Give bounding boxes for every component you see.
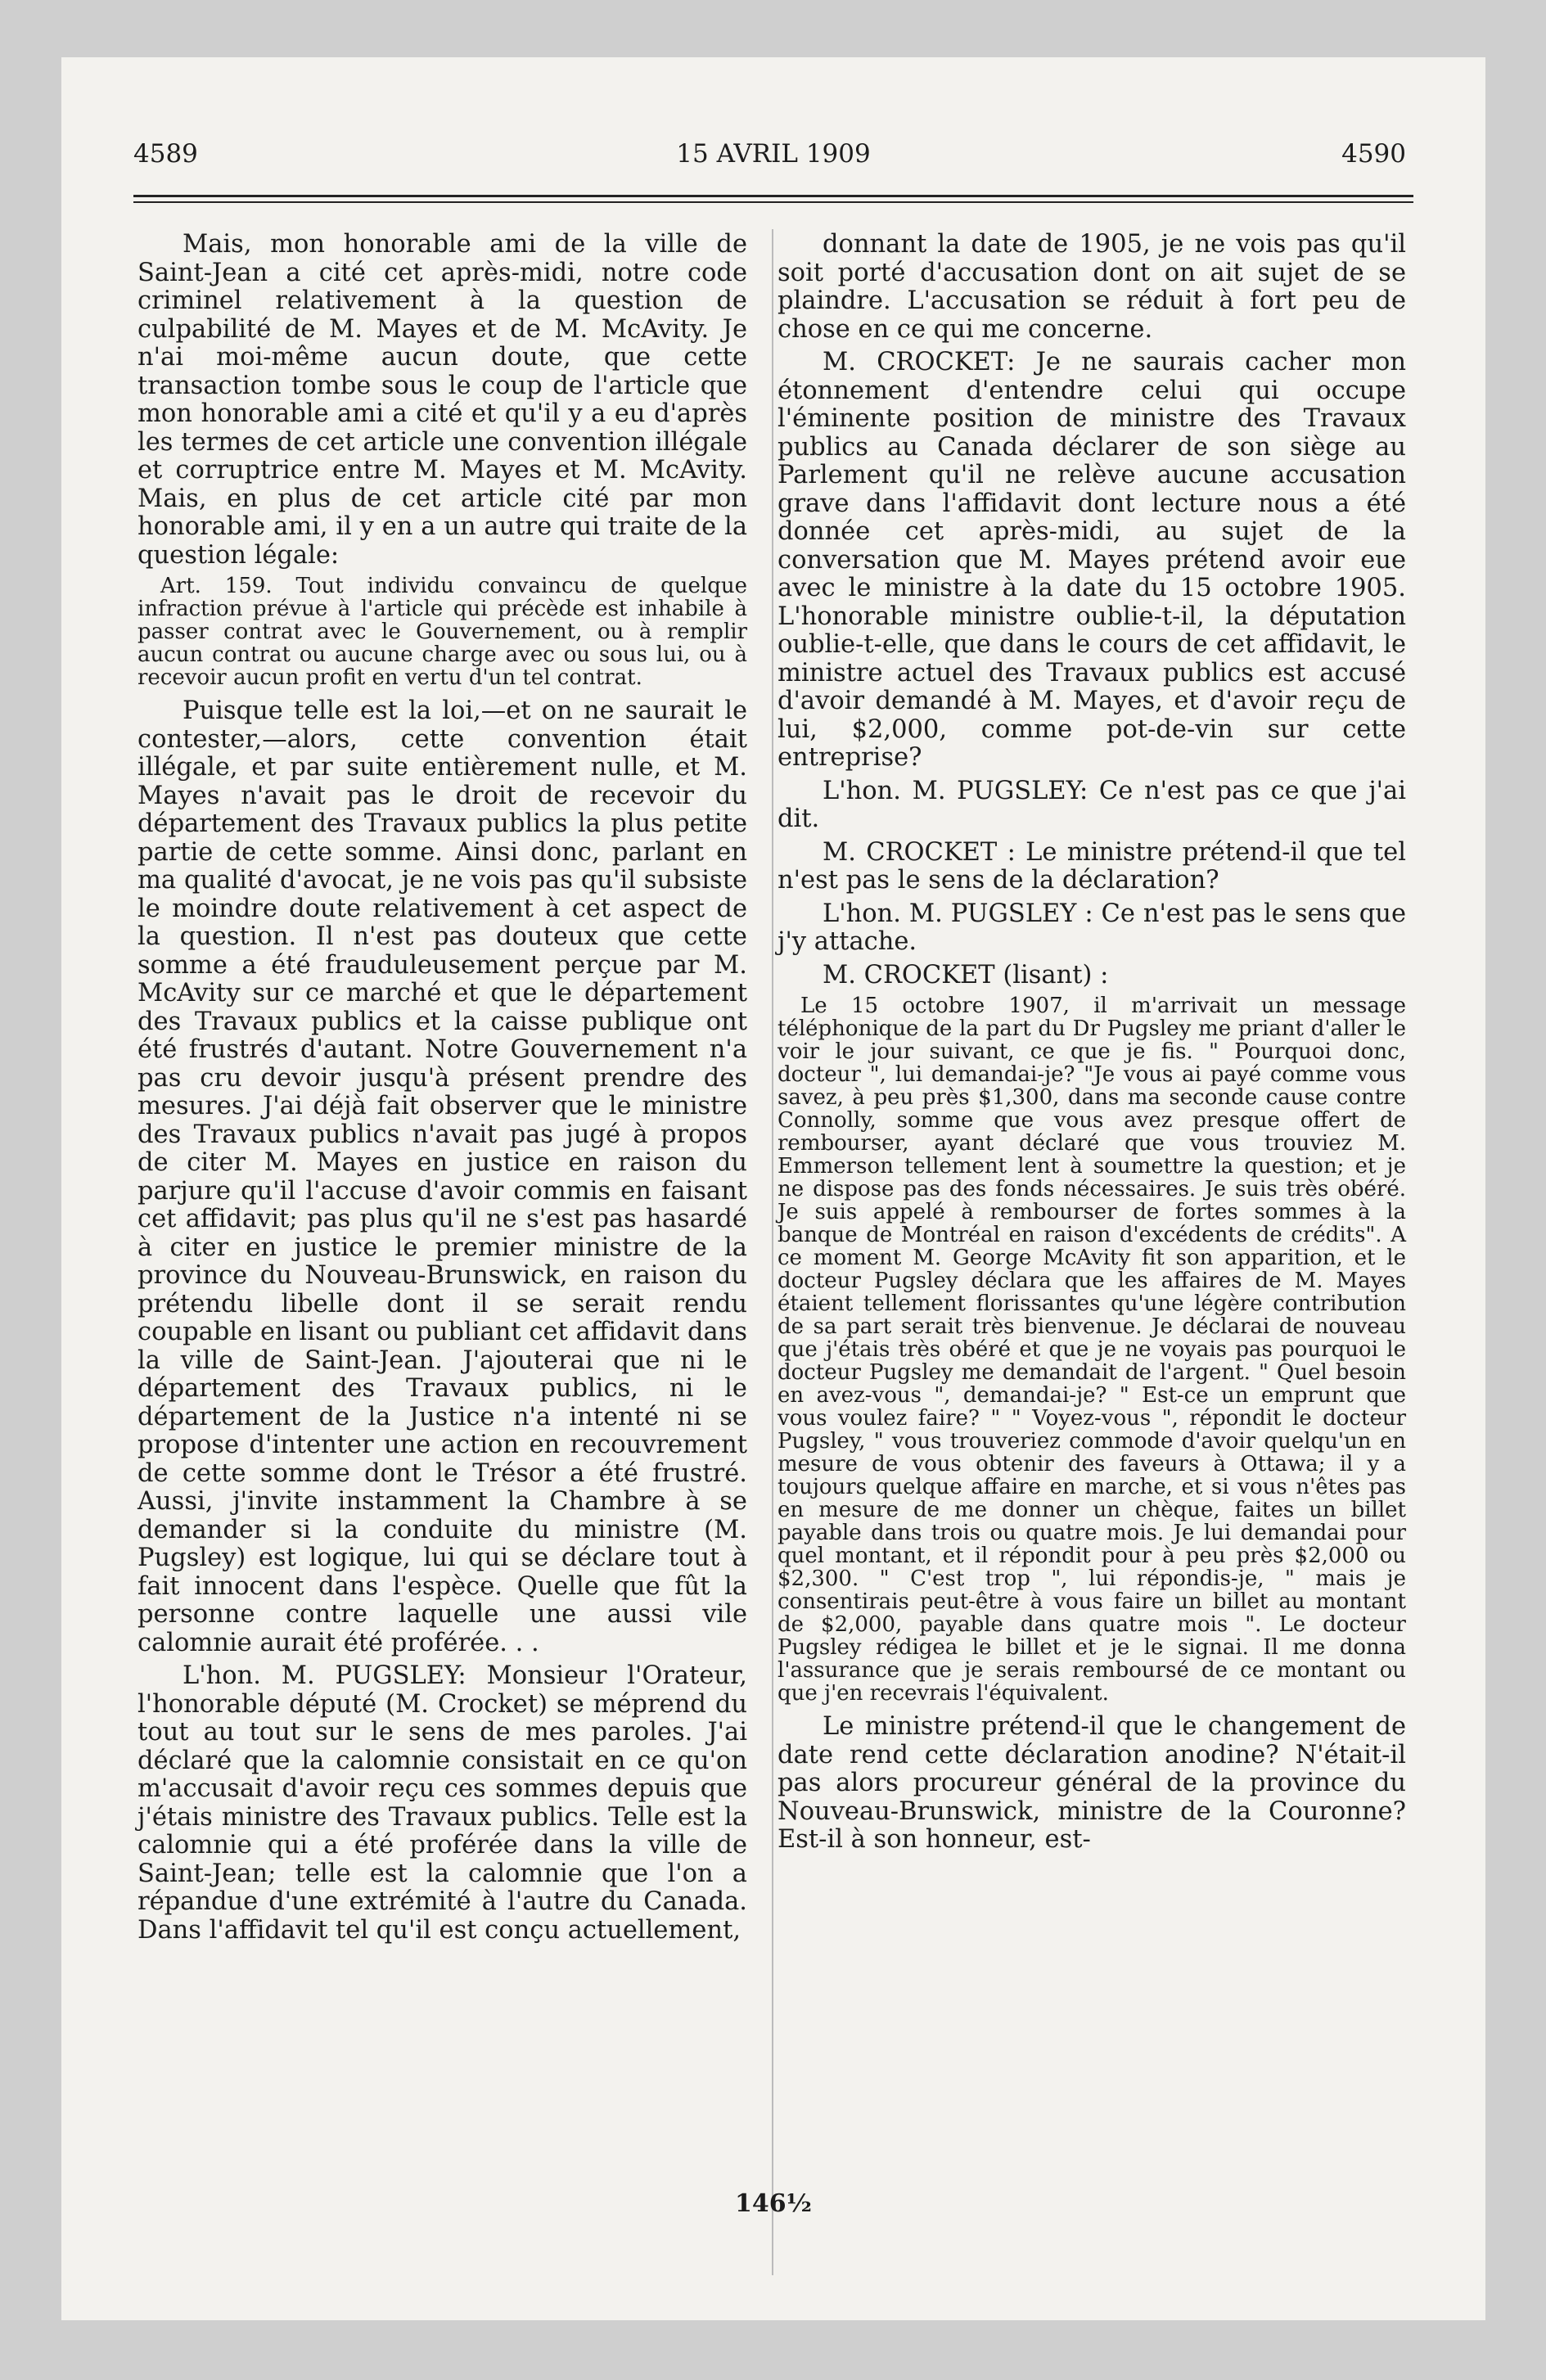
- left-page-number: 4589: [133, 139, 198, 169]
- column-divider: [772, 229, 773, 2275]
- right-column: [778, 231, 1406, 1859]
- page-date-header: 15 AVRIL 1909: [676, 139, 871, 169]
- left-column: [137, 231, 747, 1950]
- speaker-paragraph: L'hon. M. PUGSLEY : Ce n'est pas le sens que j'y attache.: [778, 899, 1406, 956]
- quoted-affidavit: Le 15 octobre 1907, il m'arrivait un message téléphonique de la part du Dr Pugsley me priant d'aller le voir le jour suivant, ce que je fis. " Pourquoi donc, docteur ", lui demandai-je? "Je vous ai payé comme vous savez, à peu près $1,300, dans ma seconde cause contre Connolly, somme que vous avez presque offert de rembourser, ayant déclaré que vous trouviez M. Emmerson tellement lent à soumettre la question; et je ne dispose pas des fonds nécessaires. Je suis très obéré. Je suis appelé à rembourser de fortes sommes à la banque de Montréal en raison d'excédents de crédits". A ce moment M. George McAvity fit son apparition, et le docteur Pugsley déclara que les affaires de M. Mayes étaient tellement florissantes qu'une légère contribution de sa part serait très bienvenue. Je déclarai de nouveau que j'étais très obéré et que je ne voyais pas pourquoi le docteur Pugsley me demandait de l'argent. " Quel besoin en avez-vous ", demandai-je? " Est-ce un emprunt que vous voulez faire? " " Voyez-vous ", répondit le docteur Pugsley, " vous trouveriez commode d'avoir quelqu'un en mesure de vous obtenir des faveurs à Ottawa; il y a toujours quelque affaire en marche, et si vous n'êtes pas en mesure de me donner un chèque, faites un billet payable dans trois ou quatre mois. Je lui demandai pour quel montant, et il répondit pour à peu près $2,000 ou $2,300. " C'est trop ", lui répondis-je, " mais je consentirais peut-être à vous faire un billet au montant de $2,000, payable dans quatre mois ". Le docteur Pugsley rédigea le billet et je le signai. Il me donna l'assurance que je serais remboursé de ce montant ou que j'en recevrais l'équivalent.: [778, 994, 1406, 1706]
- speaker-paragraph: L'hon. M. PUGSLEY: Ce n'est pas ce que j'ai dit.: [778, 776, 1406, 833]
- paragraph: Le ministre prétend-il que le changement de date rend cette déclaration anodine? N'était-il pas alors procureur général de la province du Nouveau-Brunswick, ministre de la Couronne? Est-il à son honneur, est-: [778, 1712, 1406, 1854]
- paragraph: Puisque telle est la loi,—et on ne saurait le contester,—alors, cette convention était illégale, et par suite entièrement nulle, et M. Mayes n'avait pas le droit de recevoir du département des Travaux publics la plus petite partie de cette somme. Ainsi donc, parlant en ma qualité d'avocat, je ne vois pas qu'il subsiste le moindre doute relativement à cet aspect de la question. Il n'est pas douteux que cette somme a été frauduleusement perçue par M. McAvity sur ce marché et que le département des Travaux publics et la caisse publique ont été frustrés d'autant. Notre Gouvernement n'a pas cru devoir jusqu'à présent prendre des mesures. J'ai déjà fait observer que le ministre des Travaux publics n'avait pas jugé à propos de citer M. Mayes en justice en raison du parjure qu'il l'accuse d'avoir commis en faisant cet affidavit; pas plus qu'il ne s'est pas hasardé à citer en justice le premier ministre de la province du Nouveau-Brunswick, en raison du prétendu libelle dont il se serait rendu coupable en lisant ou publiant cet affidavit dans la ville de Saint-Jean. J'ajouterai que ni le département des Travaux publics, ni le département de la Justice n'a intenté ni se propose d'intenter une action en recouvrement de cette somme dont le Trésor a été frustré. Aussi, j'invite instamment la Chambre à se demander si la conduite du ministre (M. Pugsley) est logique, lui qui se déclare tout à fait innocent dans l'espèce. Quelle que fût la personne contre laquelle une aussi vile calomnie aurait été proférée. . .: [137, 696, 747, 1657]
- speaker-paragraph: M. CROCKET : Le ministre prétend-il que tel n'est pas le sens de la déclaration?: [778, 837, 1406, 895]
- speaker-paragraph: L'hon. M. PUGSLEY: Monsieur l'Orateur, l'honorable député (M. Crocket) se méprend du tout au tout sur le sens de mes paroles. J'ai déclaré que la calomnie consistait en ce qu'on m'accusait d'avoir reçu ces sommes depuis que j'étais ministre des Travaux publics. Telle est la calomnie qui a été proférée dans la ville de Saint-Jean; telle est la calomnie que l'on a répandue d'une extrémité à l'autre du Canada. Dans l'affidavit tel qu'il est conçu actuellement,: [137, 1661, 747, 1945]
- quoted-statute: Art. 159. Tout individu convaincu de quelque infraction prévue à l'article qui précède est inhabile à passer contrat avec le Gouvernement, ou à remplir aucun contrat ou aucune charge avec ou sous lui, ou à recevoir aucun profit en vertu d'un tel contrat.: [137, 574, 747, 690]
- speaker-paragraph: M. CROCKET: Je ne saurais cacher mon étonnement d'entendre celui qui occupe l'éminente position de ministre des Travaux publics au Canada déclarer de son siège au Parlement qu'il ne relève aucune accusation grave dans l'affidavit dont lecture nous a été donnée cet après-midi, au sujet de la conversation que M. Mayes prétend avoir eue avec le ministre à la date du 15 octobre 1905. L'honorable ministre oublie-t-il, la députation oublie-t-elle, que dans le cours de cet affidavit, le ministre actuel des Travaux publics est accusé d'avoir demandé à M. Mayes, et d'avoir reçu de lui, $2,000, comme pot-de-vin sur cette entreprise?: [778, 348, 1406, 772]
- header-rule-thin: [133, 201, 1413, 203]
- paragraph: donnant la date de 1905, je ne vois pas qu'il soit porté d'accusation dont on ait sujet de se plaindre. L'accusation se réduit à fort peu de chose en ce qui me concerne.: [778, 230, 1406, 344]
- paragraph: Mais, mon honorable ami de la ville de Saint-Jean a cité cet après-midi, notre code criminel relativement à la question de culpabilité de M. Mayes et de M. McAvity. Je n'ai moi-même aucun doute, que cette transaction tombe sous le coup de l'article que mon honorable ami a cité et qu'il y a eu d'après les termes de cet article une convention illégale et corruptrice entre M. Mayes et M. McAvity. Mais, en plus de cet article cité par mon honorable ami, il y en a un autre qui traite de la question légale:: [137, 230, 747, 570]
- header-rule-thick: [133, 195, 1413, 197]
- signature-mark: 146½: [735, 2189, 812, 2218]
- page-scan: [61, 57, 1485, 2320]
- right-page-number: 4590: [1341, 139, 1406, 169]
- speaker-paragraph: M. CROCKET (lisant) :: [823, 960, 1109, 989]
